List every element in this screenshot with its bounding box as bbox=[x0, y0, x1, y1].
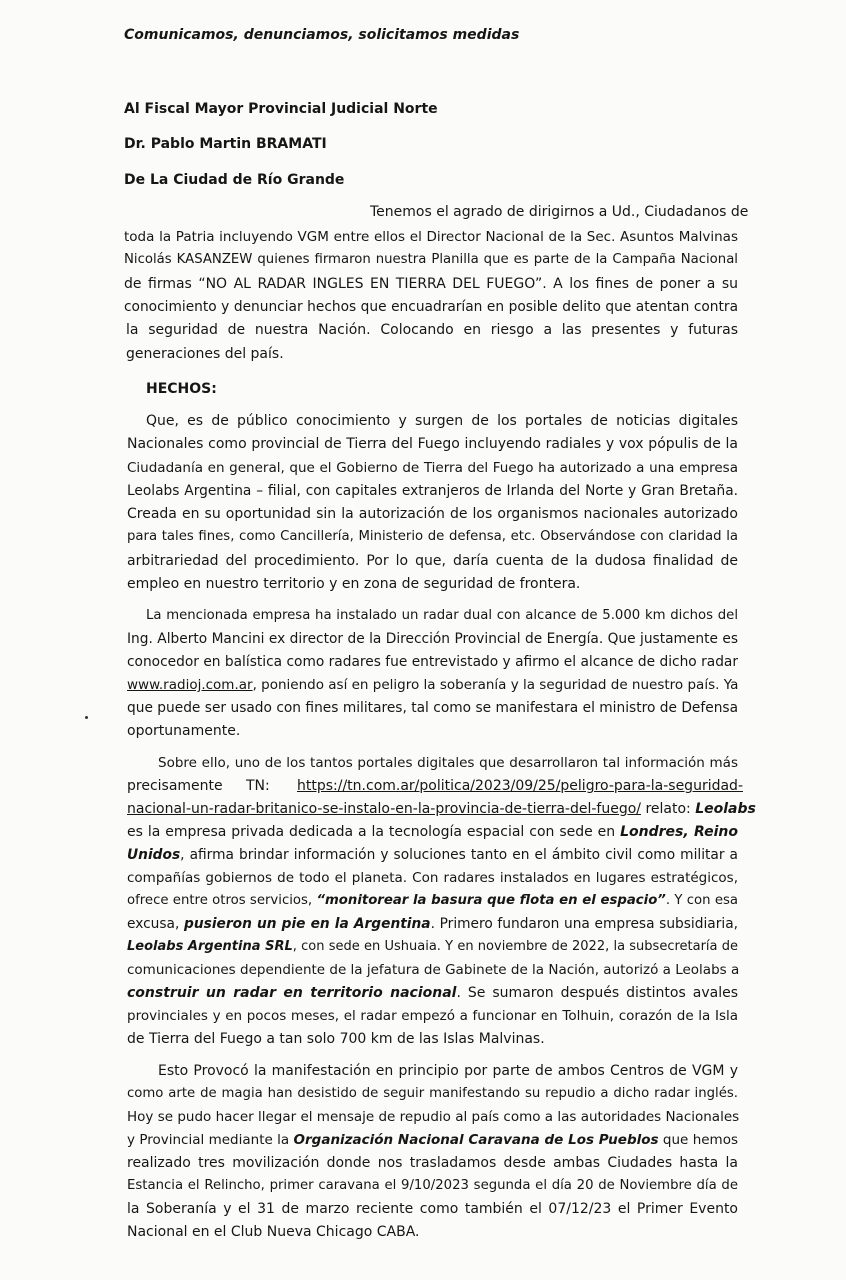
paragraph-3-line: TN: bbox=[246, 778, 270, 794]
paragraph-4-line: y Provincial mediante la Organización Nacional Caravana de Los Pueblos que hemos bbox=[127, 1132, 739, 1148]
paragraph-2-line: que puede ser usado con fines militares, tal como se manifestara el ministro de Defensa bbox=[127, 700, 738, 716]
paragraph-4-line: Estancia el Relincho, primer caravana el 9/10/2023 segunda el día 20 de Noviembre día de bbox=[127, 1178, 738, 1193]
intro-line: Tenemos el agrado de dirigirnos a Ud., Ciudadanos de bbox=[370, 204, 749, 220]
hechos-label: HECHOS: bbox=[146, 381, 217, 397]
paragraph-4-line: como arte de magia han desistido de seguir manifestando su repudio a dicho radar inglés. bbox=[127, 1086, 738, 1101]
tn-article-link-continued[interactable]: nacional-un-radar-britanico-se-instalo-en-la-provincia-de-tierra-del-fuego/ bbox=[127, 801, 641, 817]
addressee-line-1: Al Fiscal Mayor Provincial Judicial Norte bbox=[124, 101, 438, 117]
paragraph-2-line: oportunamente. bbox=[127, 723, 241, 739]
intro-line: toda la Patria incluyendo VGM entre ellos el Director Nacional de la Sec. Asuntos Malvinas bbox=[124, 229, 738, 245]
paragraph-2-line: conocedor en balística como radares fue entrevistado y afirmo el alcance de dicho radar bbox=[127, 654, 738, 670]
intro-line: Nicolás KASANZEW quienes firmaron nuestra Planilla que es parte de la Campaña Nacional bbox=[124, 252, 738, 267]
paragraph-4-line: realizado tres movilización donde nos trasladamos desde ambas Ciudades hasta la bbox=[127, 1155, 738, 1171]
paragraph-3-line: Unidos, afirma brindar información y soluciones tanto en el ámbito civil como militar a bbox=[127, 847, 738, 863]
paragraph-2-line: Ing. Alberto Mancini ex director de la Dirección Provincial de Energía. Que justamente es bbox=[127, 631, 738, 647]
paragraph-4-line: Esto Provocó la manifestación en principio por parte de ambos Centros de VGM y bbox=[158, 1063, 738, 1079]
paragraph-2-line: www.radioj.com.ar, poniendo así en peligro la soberanía y la seguridad de nuestro país. Ya bbox=[127, 677, 739, 693]
paragraph-4-line: Hoy se pudo hacer llegar el mensaje de repudio al país como a las autoridades Nacionales bbox=[127, 1109, 740, 1125]
paragraph-1-line: empleo en nuestro territorio y en zona de seguridad de frontera. bbox=[127, 576, 581, 592]
paragraph-4-line: la Soberanía y el 31 de marzo reciente como también el 07/12/23 el Primer Evento bbox=[127, 1201, 738, 1217]
paragraph-3-line: comunicaciones dependiente de la jefatura de Gabinete de la Nación, autorizó a Leolabs a bbox=[127, 962, 740, 978]
paragraph-1-line: para tales fines, como Cancillería, Ministerio de defensa, etc. Observándose con claridad la bbox=[127, 529, 738, 544]
paragraph-3-line: provinciales y en pocos meses, el radar empezó a funcionar en Tolhuin, corazón de la Isla bbox=[127, 1008, 738, 1024]
paragraph-3-line: de Tierra del Fuego a tan solo 700 km de las Islas Malvinas. bbox=[127, 1031, 545, 1047]
intro-line: conocimiento y denunciar hechos que encuadrarían en posible delito que atentan contra bbox=[124, 299, 738, 315]
paragraph-3-line: precisamente bbox=[127, 778, 223, 794]
paragraph-3-line: excusa, pusieron un pie en la Argentina. Primero fundaron una empresa subsidiaria, bbox=[127, 916, 739, 932]
paragraph-1-line: Creada en su oportunidad sin la autorización de los organismos nacionales autorizado bbox=[127, 506, 738, 522]
addressee-line-2: Dr. Pablo Martin BRAMATI bbox=[124, 136, 327, 152]
intro-line: la seguridad de nuestra Nación. Colocando en riesgo a las presentes y futuras bbox=[126, 322, 738, 338]
paragraph-2-line: La mencionada empresa ha instalado un radar dual con alcance de 5.000 km dichos del bbox=[146, 608, 738, 623]
paragraph-3-line: construir un radar en territorio nacional. Se sumaron después distintos avales bbox=[127, 985, 739, 1001]
paragraph-3-line: Leolabs Argentina SRL, con sede en Ushuaia. Y en noviembre de 2022, la subsecretaría de bbox=[127, 939, 738, 954]
tn-article-link[interactable]: https://tn.com.ar/politica/2023/09/25/peligro-para-la-seguridad- bbox=[297, 778, 743, 794]
intro-line: generaciones del país. bbox=[126, 346, 284, 362]
paragraph-1-line: Leolabs Argentina – filial, con capitales extranjeros de Irlanda del Norte y Gran Bretaña. bbox=[127, 483, 738, 499]
paragraph-1-line: Ciudadanía en general, que el Gobierno de Tierra del Fuego ha autorizado a una empresa bbox=[127, 460, 738, 476]
paragraph-4-line: Nacional en el Club Nueva Chicago CABA. bbox=[127, 1224, 420, 1240]
paragraph-1-line: Nacionales como provincial de Tierra del Fuego incluyendo radiales y vox pópulis de la bbox=[127, 436, 738, 452]
paragraph-3-line: Sobre ello, uno de los tantos portales digitales que desarrollaron tal información más bbox=[158, 755, 738, 771]
paragraph-3-line: ofrece entre otros servicios, “monitorear la basura que flota en el espacio”. Y con esa bbox=[127, 893, 738, 908]
document-heading: Comunicamos, denunciamos, solicitamos medidas bbox=[124, 27, 520, 43]
paragraph-1-line: Que, es de público conocimiento y surgen de los portales de noticias digitales bbox=[146, 413, 738, 429]
paragraph-3-line: nacional-un-radar-britanico-se-instalo-en-la-provincia-de-tierra-del-fuego/ relato: Leolabs bbox=[127, 801, 756, 817]
addressee-line-3: De La Ciudad de Río Grande bbox=[124, 172, 345, 188]
radioj-link[interactable]: www.radioj.com.ar bbox=[127, 677, 253, 693]
paragraph-3-line: es la empresa privada dedicada a la tecnología espacial con sede en Londres, Reino bbox=[127, 824, 738, 840]
stray-mark bbox=[85, 716, 88, 719]
paragraph-3-line: compañías gobiernos de todo el planeta. Con radares instalados en lugares estratégicos, bbox=[127, 870, 738, 886]
intro-line: de firmas “NO AL RADAR INGLES EN TIERRA DEL FUEGO”. A los fines de poner a su bbox=[124, 276, 738, 292]
paragraph-1-line: arbitrariedad del procedimiento. Por lo que, daría cuenta de la dudosa finalidad de bbox=[127, 553, 738, 569]
